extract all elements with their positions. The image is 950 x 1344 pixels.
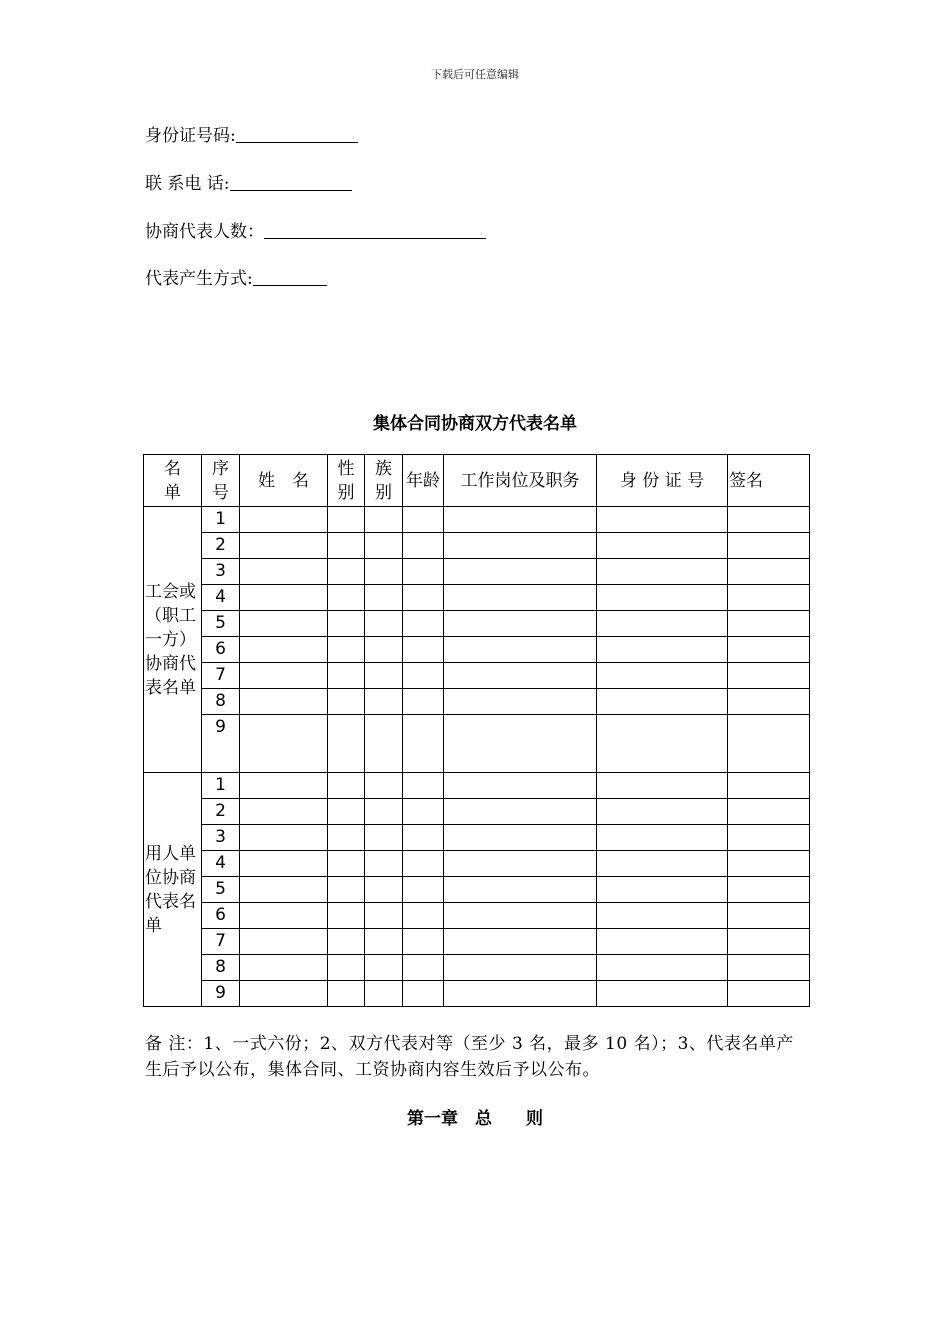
name-cell[interactable]	[240, 533, 328, 559]
row-number: 7	[202, 929, 240, 955]
gender-cell[interactable]	[328, 689, 365, 715]
phone-blank[interactable]	[230, 174, 352, 191]
id-number-cell[interactable]	[597, 715, 728, 773]
position-cell[interactable]	[444, 533, 597, 559]
table-row	[144, 773, 810, 799]
gender-cell[interactable]	[328, 903, 365, 929]
position-cell[interactable]	[444, 773, 597, 799]
age-cell[interactable]	[403, 559, 444, 585]
name-cell[interactable]	[240, 981, 328, 1007]
id-number-cell[interactable]	[597, 585, 728, 611]
gender-cell[interactable]	[328, 877, 365, 903]
gender-cell[interactable]	[328, 533, 365, 559]
table-row	[144, 663, 810, 689]
table-row	[144, 585, 810, 611]
header-seq: 序 号	[202, 455, 240, 507]
ethnicity-cell[interactable]	[365, 585, 403, 611]
header-position: 工作岗位及职务	[444, 455, 597, 507]
table-row	[144, 851, 810, 877]
gender-cell[interactable]	[328, 851, 365, 877]
signature-cell[interactable]	[728, 715, 810, 773]
table-row	[144, 929, 810, 955]
ethnicity-cell[interactable]	[365, 689, 403, 715]
age-cell[interactable]	[403, 715, 444, 773]
header-name: 姓 名	[240, 455, 328, 507]
rep-method-field	[145, 269, 327, 289]
signature-cell[interactable]	[728, 585, 810, 611]
id-number-blank[interactable]	[236, 126, 358, 143]
header-signature: 签名	[728, 455, 810, 507]
ethnicity-cell[interactable]	[365, 637, 403, 663]
name-cell[interactable]	[240, 903, 328, 929]
row-number: 4	[202, 585, 240, 611]
id-number-cell[interactable]	[597, 851, 728, 877]
signature-cell[interactable]	[728, 929, 810, 955]
ethnicity-cell[interactable]	[365, 903, 403, 929]
gender-cell[interactable]	[328, 559, 365, 585]
page-header-note: 下载后可任意编辑	[431, 68, 519, 81]
name-cell[interactable]	[240, 799, 328, 825]
age-cell[interactable]	[403, 533, 444, 559]
ethnicity-cell[interactable]	[365, 663, 403, 689]
header-ethnicity: 族 别	[365, 455, 403, 507]
signature-cell[interactable]	[728, 689, 810, 715]
position-cell[interactable]	[444, 799, 597, 825]
rep-count-blank[interactable]	[264, 222, 486, 239]
name-cell[interactable]	[240, 637, 328, 663]
id-number-cell[interactable]	[597, 637, 728, 663]
ethnicity-cell[interactable]	[365, 981, 403, 1007]
ethnicity-cell[interactable]	[365, 611, 403, 637]
name-cell[interactable]	[240, 559, 328, 585]
header-list: 名 单	[144, 455, 202, 507]
signature-cell[interactable]	[728, 851, 810, 877]
position-cell[interactable]	[444, 981, 597, 1007]
position-cell[interactable]	[444, 689, 597, 715]
signature-cell[interactable]	[728, 877, 810, 903]
id-number-cell[interactable]	[597, 799, 728, 825]
gender-cell[interactable]	[328, 799, 365, 825]
position-cell[interactable]	[444, 715, 597, 773]
name-cell[interactable]	[240, 877, 328, 903]
header-age: 年龄	[403, 455, 444, 507]
ethnicity-cell[interactable]	[365, 507, 403, 533]
name-cell[interactable]	[240, 715, 328, 773]
rep-count-label: 协商代表人数：	[145, 222, 264, 242]
position-cell[interactable]	[444, 507, 597, 533]
name-cell[interactable]	[240, 773, 328, 799]
table-row	[144, 799, 810, 825]
header-id-number: 身 份 证 号	[597, 455, 728, 507]
signature-cell[interactable]	[728, 663, 810, 689]
position-cell[interactable]	[444, 903, 597, 929]
row-number: 9	[202, 715, 240, 773]
table-row	[144, 981, 810, 1007]
gender-cell[interactable]	[328, 825, 365, 851]
name-cell[interactable]	[240, 955, 328, 981]
signature-cell[interactable]	[728, 825, 810, 851]
table-row	[144, 637, 810, 663]
signature-cell[interactable]	[728, 533, 810, 559]
rep-method-label: 代表产生方式:	[145, 269, 253, 289]
name-cell[interactable]	[240, 663, 328, 689]
age-cell[interactable]	[403, 903, 444, 929]
table-row	[144, 715, 810, 773]
row-number: 8	[202, 689, 240, 715]
id-number-field	[145, 126, 358, 146]
gender-cell[interactable]	[328, 663, 365, 689]
row-number: 3	[202, 559, 240, 585]
name-cell[interactable]	[240, 929, 328, 955]
gender-cell[interactable]	[328, 611, 365, 637]
row-number: 6	[202, 637, 240, 663]
id-number-cell[interactable]	[597, 689, 728, 715]
ethnicity-cell[interactable]	[365, 559, 403, 585]
signature-cell[interactable]	[728, 637, 810, 663]
gender-cell[interactable]	[328, 507, 365, 533]
position-cell[interactable]	[444, 637, 597, 663]
table-row	[144, 955, 810, 981]
ethnicity-cell[interactable]	[365, 955, 403, 981]
ethnicity-cell[interactable]	[365, 929, 403, 955]
position-cell[interactable]	[444, 929, 597, 955]
name-cell[interactable]	[240, 851, 328, 877]
row-number: 1	[202, 773, 240, 799]
signature-cell[interactable]	[728, 507, 810, 533]
row-number: 5	[202, 877, 240, 903]
name-cell[interactable]	[240, 585, 328, 611]
id-number-cell[interactable]	[597, 903, 728, 929]
table-row	[144, 877, 810, 903]
gender-cell[interactable]	[328, 715, 365, 773]
age-cell[interactable]	[403, 851, 444, 877]
position-cell[interactable]	[444, 559, 597, 585]
age-cell[interactable]	[403, 799, 444, 825]
id-number-cell[interactable]	[597, 533, 728, 559]
gender-cell[interactable]	[328, 773, 365, 799]
id-number-cell[interactable]	[597, 507, 728, 533]
ethnicity-cell[interactable]	[365, 715, 403, 773]
signature-cell[interactable]	[728, 981, 810, 1007]
signature-cell[interactable]	[728, 799, 810, 825]
position-cell[interactable]	[444, 955, 597, 981]
position-cell[interactable]	[444, 585, 597, 611]
ethnicity-cell[interactable]	[365, 825, 403, 851]
age-cell[interactable]	[403, 955, 444, 981]
name-cell[interactable]	[240, 689, 328, 715]
id-number-cell[interactable]	[597, 559, 728, 585]
age-cell[interactable]	[403, 825, 444, 851]
rep-method-blank[interactable]	[253, 269, 327, 286]
id-number-cell[interactable]	[597, 929, 728, 955]
name-cell[interactable]	[240, 825, 328, 851]
id-number-cell[interactable]	[597, 611, 728, 637]
age-cell[interactable]	[403, 663, 444, 689]
age-cell[interactable]	[403, 877, 444, 903]
signature-cell[interactable]	[728, 773, 810, 799]
age-cell[interactable]	[403, 689, 444, 715]
table-row	[144, 611, 810, 637]
row-number: 8	[202, 955, 240, 981]
ethnicity-cell[interactable]	[365, 799, 403, 825]
row-number: 7	[202, 663, 240, 689]
table-row	[144, 507, 810, 533]
id-number-cell[interactable]	[597, 877, 728, 903]
position-cell[interactable]	[444, 663, 597, 689]
employer-group-label: 用人单位协商代表名单	[144, 773, 202, 1007]
row-number: 2	[202, 533, 240, 559]
gender-cell[interactable]	[328, 637, 365, 663]
table-row	[144, 825, 810, 851]
position-cell[interactable]	[444, 851, 597, 877]
gender-cell[interactable]	[328, 955, 365, 981]
chapter-heading: 第一章 总 则	[407, 1109, 543, 1129]
age-cell[interactable]	[403, 507, 444, 533]
gender-cell[interactable]	[328, 981, 365, 1007]
gender-cell[interactable]	[328, 929, 365, 955]
signature-cell[interactable]	[728, 611, 810, 637]
row-number: 6	[202, 903, 240, 929]
notes-paragraph: 备 注：1、一式六份；2、双方代表对等（至少 3 名，最多 10 名）；3、代表名单产生后予以公布，集体合同、工资协商内容生效后予以公布。	[145, 1034, 794, 1080]
phone-label: 联 系电 话:	[145, 174, 230, 194]
ethnicity-cell[interactable]	[365, 877, 403, 903]
phone-field	[145, 174, 352, 194]
age-cell[interactable]	[403, 637, 444, 663]
age-cell[interactable]	[403, 773, 444, 799]
employer-representatives-group	[144, 773, 810, 1007]
id-number-cell[interactable]	[597, 825, 728, 851]
ethnicity-cell[interactable]	[365, 851, 403, 877]
position-cell[interactable]	[444, 611, 597, 637]
id-number-cell[interactable]	[597, 663, 728, 689]
id-number-cell[interactable]	[597, 955, 728, 981]
table-row	[144, 903, 810, 929]
row-number: 9	[202, 981, 240, 1007]
signature-cell[interactable]	[728, 955, 810, 981]
row-number: 5	[202, 611, 240, 637]
table-header-row	[144, 455, 810, 507]
position-cell[interactable]	[444, 825, 597, 851]
table-title: 集体合同协商双方代表名单	[373, 414, 577, 434]
age-cell[interactable]	[403, 611, 444, 637]
position-cell[interactable]	[444, 877, 597, 903]
header-gender: 性 别	[328, 455, 365, 507]
name-cell[interactable]	[240, 611, 328, 637]
age-cell[interactable]	[403, 929, 444, 955]
name-cell[interactable]	[240, 507, 328, 533]
table-row	[144, 689, 810, 715]
union-group-label: 工会或（职工一方）协商代表名单	[144, 507, 202, 773]
id-number-cell[interactable]	[597, 773, 728, 799]
ethnicity-cell[interactable]	[365, 773, 403, 799]
row-number: 4	[202, 851, 240, 877]
signature-cell[interactable]	[728, 559, 810, 585]
gender-cell[interactable]	[328, 585, 365, 611]
ethnicity-cell[interactable]	[365, 533, 403, 559]
rep-count-field	[145, 222, 486, 242]
age-cell[interactable]	[403, 981, 444, 1007]
representatives-table	[143, 454, 810, 1007]
table-row	[144, 559, 810, 585]
table-row	[144, 533, 810, 559]
age-cell[interactable]	[403, 585, 444, 611]
id-number-cell[interactable]	[597, 981, 728, 1007]
row-number: 3	[202, 825, 240, 851]
signature-cell[interactable]	[728, 903, 810, 929]
id-number-label: 身份证号码:	[145, 126, 236, 146]
row-number: 2	[202, 799, 240, 825]
union-representatives-group	[144, 507, 810, 773]
row-number: 1	[202, 507, 240, 533]
